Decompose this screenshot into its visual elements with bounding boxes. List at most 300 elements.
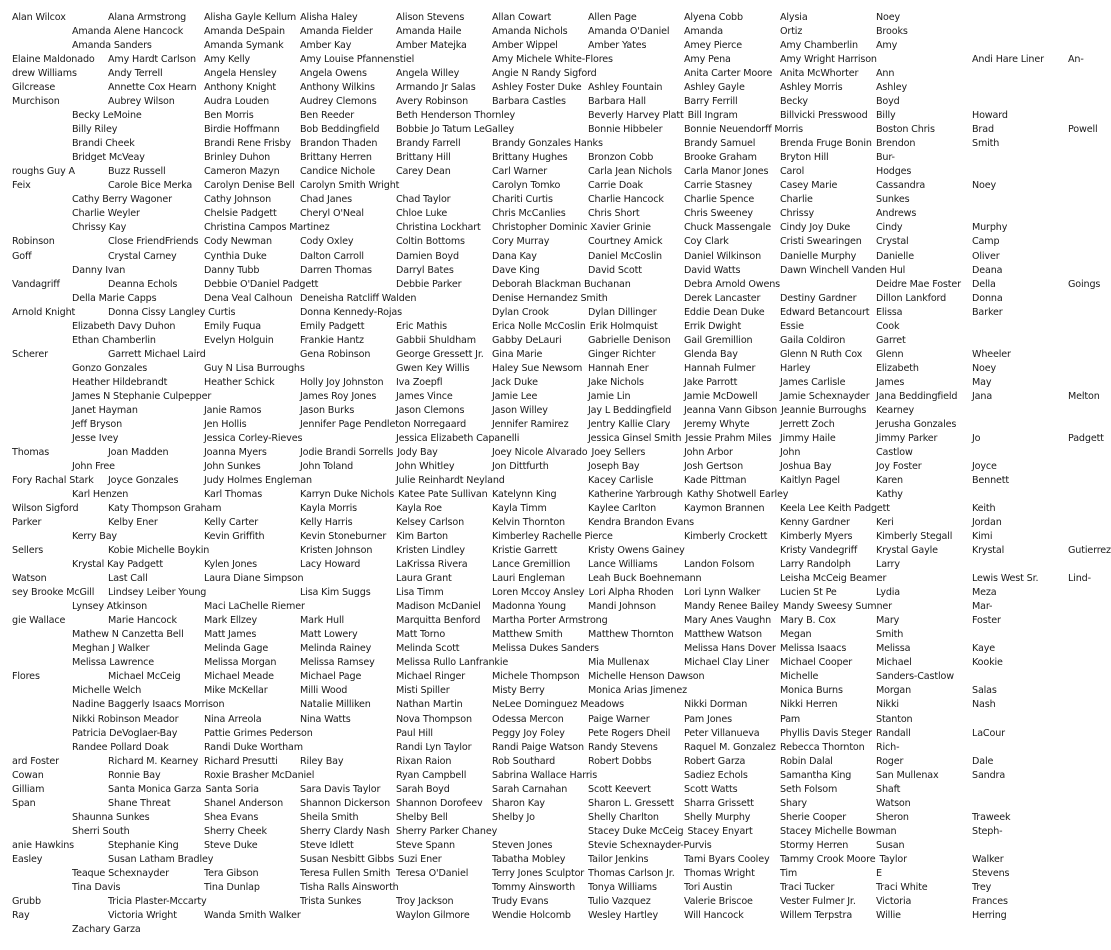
name-entry: Brittany Hill <box>396 152 451 164</box>
name-entry: Gwen Key Willis <box>396 362 470 374</box>
list-line <box>0 544 1111 558</box>
name-entry: Vandagriff <box>12 278 60 290</box>
name-entry: Becky <box>780 96 808 108</box>
name-entry: Courtney Amick <box>588 236 663 248</box>
list-line <box>0 642 995 656</box>
list-line <box>0 614 1001 628</box>
name-entry: Lauri Engleman <box>492 573 565 585</box>
name-entry: John Toland <box>300 460 354 472</box>
list-line <box>0 474 1010 488</box>
name-entry: Gail Gremillion <box>684 334 753 346</box>
name-entry: Jordan <box>972 517 1002 529</box>
name-entry: Kim Barton <box>396 531 448 543</box>
name-entry: Nadine Baggerly Isaacs Morrison <box>72 699 225 711</box>
name-entry: Julie Reinhardt Neyland <box>396 474 505 486</box>
name-entry: Fory Rachal Stark <box>12 474 94 486</box>
name-entry: Loren Mccoy Ansley <box>492 587 585 599</box>
name-entry: Dalton Carroll <box>300 250 364 262</box>
name-entry: Steve Duke <box>204 839 258 851</box>
name-entry: Tami Byars Cooley <box>684 853 770 865</box>
name-entry: Peter Villanueva <box>684 727 760 739</box>
name-entry: Sharra Grissett <box>684 797 754 809</box>
name-entry: Aubrey Wilson <box>108 96 175 108</box>
list-line <box>0 193 910 207</box>
name-entry: Marquitta Benford <box>396 615 481 627</box>
name-entry: Tina Dunlap <box>204 881 260 893</box>
name-entry: Mar- <box>972 601 993 613</box>
name-entry: Kendra Brandon Evans <box>588 517 695 529</box>
name-entry: Lori Alpha Rhoden <box>588 587 674 599</box>
name-entry: Tori Austin <box>684 881 733 893</box>
name-entry: Joshua Bay <box>780 460 832 472</box>
name-entry: Erik Holmquist <box>589 320 658 332</box>
name-entry: Scott Keevert <box>588 783 651 795</box>
name-entry: Tina Davis <box>72 881 121 893</box>
name-entry: Phyllis Davis Steger <box>780 727 872 739</box>
list-line <box>0 235 1000 249</box>
name-entry: Eric Mathis <box>396 320 448 332</box>
name-entry: Melissa Rullo Lanfrankie <box>396 657 509 669</box>
name-entry: Cassandra <box>876 180 926 192</box>
name-entry: Parker <box>12 517 42 529</box>
name-entry: Karryn Duke Nichols <box>300 489 395 501</box>
name-entry: Damien Boyd <box>396 250 459 262</box>
name-entry: Heather Hildebrandt <box>72 376 168 388</box>
name-entry: May <box>972 376 992 388</box>
name-entry: Kelly Harris <box>300 517 353 529</box>
name-entry: James Roy Jones <box>300 390 377 402</box>
name-entry: Jack Duke <box>492 376 538 388</box>
name-entry: Smith <box>972 138 1000 150</box>
name-entry: Robinson <box>12 236 55 248</box>
name-entry: Barbara Hall <box>588 96 646 108</box>
name-entry: Robert Garza <box>684 755 746 767</box>
name-entry: Jodie Brandi Sorrells <box>300 446 394 458</box>
name-entry: Mathew N Canzetta Bell <box>72 629 184 641</box>
name-entry: Birdie Hoffmann <box>204 124 280 136</box>
name-entry: Ashley Foster Duke <box>492 82 582 94</box>
name-entry: Cindy <box>876 222 903 234</box>
list-line <box>0 39 898 53</box>
name-entry: Wheeler <box>972 348 1011 360</box>
name-entry: Sarah Boyd <box>396 783 450 795</box>
name-entry: Wanda Smith Walker <box>204 909 301 921</box>
name-entry: Terry Jones Sculptor <box>492 867 585 879</box>
name-entry: Steven Jones <box>492 839 553 851</box>
name-entry: Michael Clay Liner <box>684 657 770 669</box>
name-entry: Amanda Haile <box>396 26 462 38</box>
name-entry: Anthony Knight <box>204 82 277 94</box>
list-line <box>0 278 1101 292</box>
list-line <box>0 586 997 600</box>
name-entry: Bill Ingram <box>687 110 738 122</box>
list-line <box>0 713 913 727</box>
name-entry: Audrey Clemons <box>300 96 377 108</box>
name-entry: Steve Idlett <box>300 839 354 851</box>
name-entry: gie Wallace <box>12 615 66 627</box>
name-entry: Michele Thompson <box>492 671 580 683</box>
name-entry: Alyena Cobb <box>684 12 743 23</box>
name-entry: Alisha Haley <box>300 12 358 23</box>
name-entry: Jon Dittfurth <box>492 460 549 472</box>
name-entry: Chuck Massengale <box>684 222 772 234</box>
name-entry: Mandy Sweesy Sumner <box>782 601 892 613</box>
name-entry: Murchison <box>12 96 60 108</box>
name-entry: Daniel McCoslin <box>588 250 662 262</box>
name-entry: Lindsey Leiber Young <box>108 587 207 599</box>
name-entry: Waylon Gilmore <box>396 909 470 921</box>
name-entry: Milli Wood <box>300 685 348 697</box>
name-entry: Amanda O'Daniel <box>588 26 670 38</box>
name-entry: Larry <box>876 559 900 571</box>
name-entry: Cowan <box>12 769 44 781</box>
name-entry: Deneisha Ratcliff Walden <box>300 292 417 304</box>
list-line <box>0 727 1005 741</box>
name-entry: Deana <box>972 264 1003 276</box>
name-entry: Sherry Parker Chaney <box>396 825 498 837</box>
name-entry: Melinda Rainey <box>300 643 372 655</box>
name-entry: Christina Campos Martinez <box>204 222 330 234</box>
list-line <box>0 334 906 348</box>
name-entry: Chad Janes <box>300 194 352 206</box>
name-entry: Barbara Castles <box>492 96 566 108</box>
name-entry: Richard M. Kearney <box>108 755 199 767</box>
name-entry: Lisa Kim Suggs <box>300 587 371 599</box>
name-entry: Jason Willey <box>492 404 548 416</box>
name-entry: Trudy Evans <box>492 895 549 907</box>
name-entry: Herring <box>972 909 1007 921</box>
name-entry: Alana Armstrong <box>108 12 187 23</box>
name-entry: Thomas <box>12 446 50 458</box>
name-entry: John Arbor <box>684 446 733 458</box>
name-entry: Dave King <box>492 264 540 276</box>
name-entry: Kylen Jones <box>204 559 257 571</box>
name-entry: LaCour <box>972 727 1005 739</box>
name-entry: Michelle <box>780 671 819 683</box>
name-entry: Span <box>12 797 36 809</box>
list-line <box>0 797 911 811</box>
name-entry: Sandra <box>972 769 1006 781</box>
name-entry: Lynsey Atkinson <box>72 601 148 613</box>
name-entry: Tommy Ainsworth <box>492 881 576 893</box>
list-line <box>0 755 994 769</box>
name-entry: Amber Kay <box>300 40 352 52</box>
name-entry: Stevie Schexnayder-Purvis <box>588 839 712 851</box>
name-entry: Noey <box>972 180 997 192</box>
name-entry: John Whitley <box>396 460 455 472</box>
name-entry: Darryl Bates <box>396 264 454 276</box>
name-entry: Darren Thomas <box>300 264 372 276</box>
name-entry: Chris Sweeney <box>684 208 753 220</box>
name-entry: Joyce <box>972 460 997 472</box>
list-line <box>0 221 1008 235</box>
name-entry: Lind- <box>1068 573 1091 585</box>
name-entry: Cathy Johnson <box>204 194 272 206</box>
name-entry: Susan <box>876 839 905 851</box>
name-entry: Frankie Hantz <box>300 334 364 346</box>
name-entry: Madonna Young <box>492 601 566 613</box>
name-entry: San Mullenax <box>876 769 939 781</box>
name-entry: Krystal <box>972 545 1005 557</box>
name-entry: Melissa Morgan <box>204 657 277 669</box>
name-entry: Jake Parrott <box>684 376 738 388</box>
name-entry: Close FriendFriends <box>108 236 199 248</box>
name-entry: Smith <box>876 629 904 641</box>
name-entry: Chrissy Kay <box>72 222 127 234</box>
name-entry: Bronzon Cobb <box>588 152 654 164</box>
name-entry: Teaque Schexnayder <box>72 867 169 879</box>
name-entry: Deanna Echols <box>108 278 178 290</box>
list-line <box>0 684 997 698</box>
name-entry: Michael Meade <box>204 671 274 683</box>
name-entry: Mike McKellar <box>204 685 268 697</box>
name-entry: Iva Zoepfl <box>396 376 443 388</box>
name-entry: Hodges <box>876 166 912 178</box>
name-entry: Coltin Bottoms <box>396 236 465 248</box>
list-line <box>0 446 913 460</box>
name-entry: Carla Jean Nichols <box>588 166 672 178</box>
name-entry: Carolyn Denise Bell <box>204 180 295 192</box>
name-entry: Scherer <box>12 348 48 360</box>
name-entry: Valerie Briscoe <box>684 895 753 907</box>
name-entry: Robin Dalal <box>780 755 833 767</box>
name-entry: Keri <box>876 517 894 529</box>
name-entry: Madison McDaniel <box>396 601 481 613</box>
name-entry: Deidre Mae Foster <box>876 278 961 290</box>
list-line <box>0 923 868 937</box>
name-entry: Armando Jr Salas <box>396 82 476 94</box>
name-entry: Megan <box>780 629 812 641</box>
name-entry: Grubb <box>12 895 41 907</box>
name-entry: Elizabeth Davy Duhon <box>72 320 176 332</box>
list-line <box>0 109 1008 123</box>
name-entry: roughs Guy A <box>12 166 75 178</box>
name-entry: Amey Pierce <box>684 40 742 52</box>
name-entry: Vester Fulmer Jr. <box>780 895 856 907</box>
name-entry: Angela Hensley <box>204 68 277 80</box>
name-entry: Nash <box>972 699 996 711</box>
name-entry: Taylor <box>879 853 907 865</box>
name-entry: Melinda Scott <box>396 643 460 655</box>
name-entry: Melissa Dukes Sanders <box>492 643 599 655</box>
name-entry: David Watts <box>684 264 741 276</box>
name-entry: Mary <box>876 615 900 627</box>
name-entry: Brendon <box>876 138 916 150</box>
name-entry: Traweek <box>972 811 1011 823</box>
name-entry: Krystal Kay Padgett <box>72 559 163 571</box>
name-entry: Allen Page <box>588 12 637 23</box>
name-entry: Michael Page <box>300 671 362 683</box>
name-entry: Destiny Gardner <box>780 292 857 304</box>
name-entry: Amanda Fielder <box>300 26 373 38</box>
name-entry: Jason Burks <box>300 404 355 416</box>
name-entry: Thomas Carlson Jr. <box>588 867 675 879</box>
name-entry: Errik Dwight <box>684 320 742 332</box>
name-entry: Danielle Murphy <box>780 250 857 262</box>
name-entry: Candice Nichole <box>300 166 376 178</box>
name-entry: Della Marie Capps <box>72 292 157 304</box>
list-line <box>0 698 996 712</box>
name-entry: Elaine Maldonado <box>12 54 95 66</box>
name-entry: Shelly Murphy <box>684 811 751 823</box>
name-entry: Michelle Henson Dawson <box>588 671 705 683</box>
name-entry: Sunkes <box>876 194 910 206</box>
name-entry: Amy Hardt Carlson <box>108 54 196 66</box>
name-entry: Richard Presutti <box>204 755 278 767</box>
name-entry: Jerusha Gonzales <box>876 418 957 430</box>
name-entry: Ryan Campbell <box>396 769 467 781</box>
name-entry: Brinley Duhon <box>204 152 271 164</box>
name-entry: Cory Murray <box>492 236 550 248</box>
name-entry: Holly Joy Johnston <box>300 376 384 388</box>
name-entry: Jamie McDowell <box>684 390 758 402</box>
list-line <box>0 839 905 853</box>
name-entry: Kearney <box>876 404 914 416</box>
name-entry: Willie <box>876 909 901 921</box>
name-entry: Erica Nolle McCoslin <box>492 320 586 332</box>
name-entry: Shea Evans <box>204 811 259 823</box>
name-entry: John <box>780 446 801 458</box>
name-entry: Sara Davis Taylor <box>300 783 381 795</box>
name-entry: Feix <box>12 180 31 192</box>
name-entry: Cindy Joy Duke <box>780 222 851 234</box>
name-entry: Gilcrease <box>12 82 56 94</box>
name-entry: Matthew Smith <box>492 629 563 641</box>
name-entry: Ginger Richter <box>588 348 656 360</box>
name-entry: Amy Wright Harrison <box>780 54 877 66</box>
name-entry: Barker <box>972 306 1003 318</box>
name-entry: Buzz Russell <box>108 166 166 178</box>
name-entry: Amy Pena <box>684 54 731 66</box>
name-entry: Jimmy Haile <box>780 432 836 444</box>
list-line <box>0 95 900 109</box>
name-entry: Amanda <box>684 26 723 38</box>
name-entry: Jeanna Vann Gibson <box>684 404 778 416</box>
list-line <box>0 137 1000 151</box>
name-entry: Trista Sunkes <box>300 895 362 907</box>
name-entry: Odessa Mercon <box>492 713 564 725</box>
list-line <box>0 881 992 895</box>
name-entry: Bur- <box>876 152 895 164</box>
name-entry: Annette Cox Hearn <box>108 82 197 94</box>
name-entry: Patricia DeVoglaer-Bay <box>72 727 178 739</box>
name-entry: Sadiez Echols <box>684 769 748 781</box>
name-entry: Traci White <box>876 881 928 893</box>
name-entry: Shannon Dorofeev <box>396 797 483 809</box>
name-entry: Tim <box>780 867 798 879</box>
name-entry: Santa Monica Garza <box>108 783 202 795</box>
name-entry: Donna Kennedy-Rojas <box>300 306 402 318</box>
name-entry: Danny Ivan <box>72 264 126 276</box>
name-entry: Salas <box>972 685 997 697</box>
name-entry: Cody Newman <box>204 236 272 248</box>
list-line <box>0 460 997 474</box>
name-entry: Ashley Morris <box>780 82 843 94</box>
name-entry: Victoria Wright <box>108 909 177 921</box>
name-entry: Kookie <box>972 657 1003 669</box>
name-entry: Lewis West Sr. <box>972 573 1039 585</box>
name-entry: Bobbie Jo Tatum LeGalley <box>396 124 515 136</box>
name-entry: Nikki Robinson Meador <box>72 713 179 725</box>
name-entry: Brooks <box>876 26 908 38</box>
name-entry: Maci LaChelle Riemer <box>204 601 305 613</box>
name-entry: Donna Cissy Langley Curtis <box>108 306 236 318</box>
list-line <box>0 67 895 81</box>
list-line <box>0 151 895 165</box>
name-entry: Kaymon Brannen <box>684 503 765 515</box>
name-entry: Tera Gibson <box>204 867 259 879</box>
name-entry: Susan Latham Bradley <box>108 853 214 865</box>
name-entry: Katherine Yarbrough <box>588 489 683 501</box>
name-entry: Riley Bay <box>300 755 344 767</box>
name-entry: Kimi <box>972 531 993 543</box>
name-entry: Derek Lancaster <box>684 292 761 304</box>
name-entry: Kimberly Crockett <box>684 531 768 543</box>
name-entry: Cheryl O'Neal <box>300 208 364 220</box>
list-line <box>0 895 1008 909</box>
name-entry: Jana <box>972 390 993 402</box>
name-entry: Amy Louise Pfannenstiel <box>300 54 415 66</box>
name-entry: Troy Jackson <box>396 895 454 907</box>
name-entry: Debbie O'Daniel Padgett <box>204 278 319 290</box>
name-entry: Danny Tubb <box>204 264 260 276</box>
name-entry: Flores <box>12 671 40 683</box>
name-entry: Ortiz <box>780 26 803 38</box>
name-entry: Mark Hull <box>300 615 344 627</box>
list-line <box>0 488 903 502</box>
name-entry: Amanda Sanders <box>72 40 152 52</box>
list-line <box>0 867 1010 881</box>
name-entry: Amanda Alene Hancock <box>72 26 184 38</box>
name-entry: Kaitlyn Pagel <box>780 474 840 486</box>
name-entry: Kayla Morris <box>300 503 358 515</box>
name-entry: Kevin Griffith <box>204 531 265 543</box>
name-entry: Monica Arias Jimenez <box>588 685 687 697</box>
name-entry: Shane Threat <box>108 797 171 809</box>
name-entry: Kelby Ener <box>108 517 158 529</box>
name-entry: Jake Nichols <box>588 376 644 388</box>
name-entry: Jessica Elizabeth Capanelli <box>396 432 520 444</box>
name-entry: Suzi Ener <box>398 853 442 865</box>
name-entry: Barry Ferrill <box>684 96 738 108</box>
name-entry: Watson <box>12 573 47 585</box>
name-entry: Deborah Blackman Buchanan <box>492 278 631 290</box>
name-entry: Dale <box>972 755 994 767</box>
name-entry: Carolyn Smith Wright <box>300 180 400 192</box>
name-entry: Dawn Winchell Vanden Hul <box>780 264 906 276</box>
name-entry: Randy Stevens <box>588 741 658 753</box>
name-entry: Karen <box>876 474 903 486</box>
name-entry: Carole Bice Merka <box>108 180 193 192</box>
name-entry: Joseph Bay <box>588 460 640 472</box>
name-entry: Mandi Johnson <box>588 601 656 613</box>
list-line <box>0 769 1006 783</box>
name-entry: Monica Burns <box>780 685 843 697</box>
name-entry: Andi Hare Liner <box>972 54 1044 66</box>
name-entry: Bob Beddingfield <box>300 124 380 136</box>
list-line <box>0 530 993 544</box>
name-entry: Boyd <box>876 96 900 108</box>
name-entry: Seth Folsom <box>780 783 838 795</box>
name-entry: Bryton Hill <box>780 152 829 164</box>
name-entry: Melinda Gage <box>204 643 269 655</box>
name-entry: Cameron Mazyn <box>204 166 280 178</box>
name-entry: Laura Diane Simpson <box>204 573 304 585</box>
name-entry: Billy Riley <box>72 124 118 136</box>
name-entry: Shannon Dickerson <box>300 797 390 809</box>
name-entry: Chloe Luke <box>396 208 448 220</box>
name-entry: Tisha Ralls Ainsworth <box>300 881 399 893</box>
